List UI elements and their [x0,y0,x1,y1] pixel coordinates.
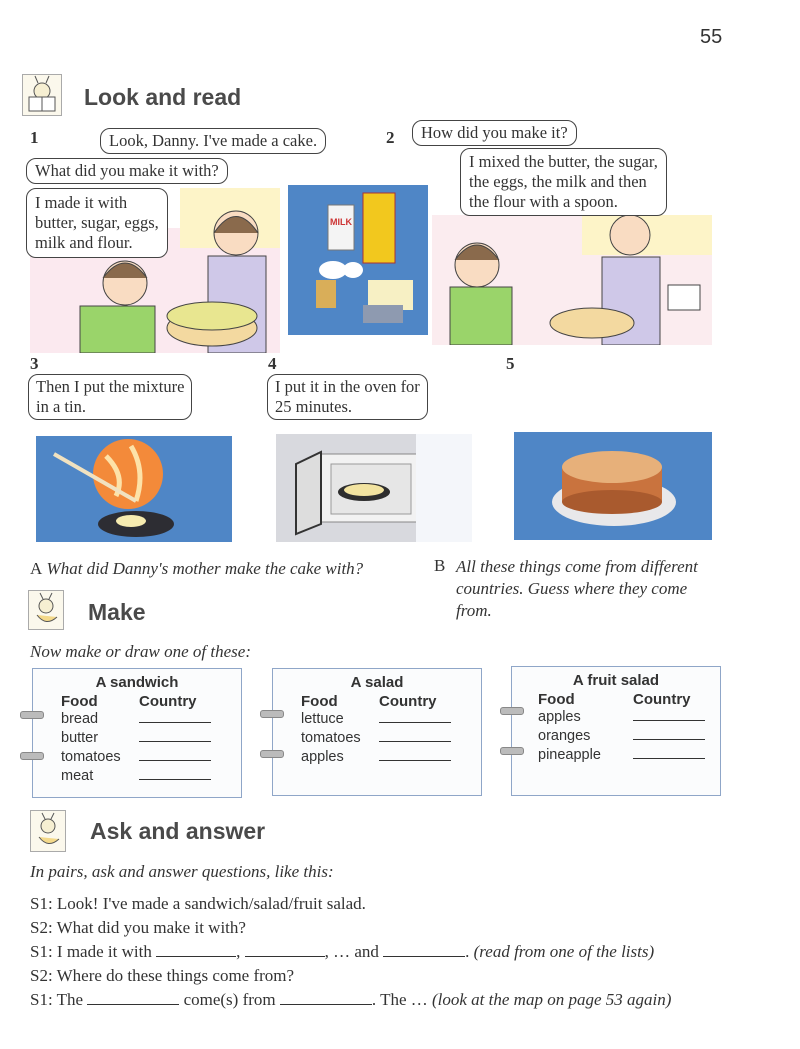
food-row [61,767,241,786]
make-instruction: Now make or draw one of these: [30,642,251,661]
page-number: 55 [700,26,723,48]
question-b-line: countries. Guess where they come [456,579,688,598]
country-blank[interactable] [139,767,211,780]
thinking-mascot-icon [30,810,66,852]
card-title: A salad [350,674,404,691]
cake-photo [514,432,712,540]
food-row [301,729,481,748]
country-blank[interactable] [139,710,211,723]
question-b-line: from. [456,601,492,620]
ingredients-photo [288,185,428,335]
dialogue-note: (look at the map on page 53 again) [432,990,672,1009]
food-row [538,708,720,727]
section-title-make: Make [88,599,146,625]
answer-blank[interactable] [383,956,465,957]
dialogue-note: (read from one of the lists) [473,942,655,961]
food-header: Food [538,691,575,708]
food-row [61,729,241,748]
kitchen-illustration-2 [432,215,712,345]
dialogue-text: S1: I made it with [30,942,152,961]
dialogue-line [30,988,671,1012]
dialogue-text: come(s) from [183,990,276,1009]
panel-number: 3 [30,354,39,373]
food-item: tomatoes [301,730,361,746]
question-b [456,556,698,622]
dialogue-text: , [236,942,241,961]
panel-number: 1 [30,128,39,147]
bubble-line: 25 minutes. [275,397,352,416]
bubble-line: I mixed the butter, the sugar, [469,152,658,171]
food-row [301,710,481,729]
speech-bubble [460,148,667,216]
answer-blank[interactable] [156,956,236,957]
milk-label: MILK [330,217,352,227]
answer-blank[interactable] [280,1004,372,1005]
bubble-line: the flour with a spoon. [469,192,618,211]
bubble-line: I put it in the oven for [275,377,420,396]
recipe-card-fruit-salad [511,666,721,796]
food-header: Food [61,693,98,710]
food-item: apples [301,749,344,765]
speech-bubble: What did you make it with? [26,158,228,184]
waving-mascot-icon [28,590,64,630]
country-blank[interactable] [139,729,211,742]
answer-blank[interactable] [245,956,325,957]
panel-number: 5 [506,354,515,373]
question-b-letter: B [434,556,446,575]
food-item: pineapple [538,747,601,763]
dialogue-line [30,940,654,964]
speech-bubble [26,188,168,258]
food-row [301,748,481,767]
food-row [538,727,720,746]
speech-bubble [267,374,428,420]
bubble-line: the eggs, the milk and then [469,172,647,191]
question-a-letter: A [30,559,43,578]
bubble-line: milk and flour. [35,233,133,252]
food-item: meat [61,768,94,784]
country-blank[interactable] [379,710,451,723]
food-item: lettuce [301,711,344,727]
food-row [61,710,241,729]
oven-photo [276,434,472,542]
food-item: bread [61,711,99,727]
country-blank[interactable] [379,748,451,761]
country-header: Country [139,693,197,710]
bubble-line: Then I put the mixture [36,377,185,396]
section-title-ask-and-answer: Ask and answer [90,818,266,844]
binder-ring-icon [500,707,524,715]
reading-mascot-icon [22,74,62,116]
ask-instruction: In pairs, ask and answer questions, like this: [30,862,334,881]
speech-bubble: How did you make it? [412,120,577,146]
food-row [61,748,241,767]
food-item: tomatoes [61,749,121,765]
recipe-card-salad [272,668,482,796]
country-blank[interactable] [633,708,705,721]
panel-number: 2 [386,128,395,147]
recipe-card-sandwich [32,668,242,798]
food-item: butter [61,730,99,746]
dialogue-text: . [465,942,470,961]
question-b-line: All these things come from different [456,557,698,576]
bubble-line: in a tin. [36,397,86,416]
binder-ring-icon [20,752,44,760]
dialogue-line: S2: What did you make it with? [30,918,246,937]
bubble-line: I made it with [35,193,128,212]
dialogue-line: S1: Look! I've made a sandwich/salad/fruit salad. [30,894,366,913]
food-header: Food [301,693,338,710]
dialogue-text: , … and [324,942,379,961]
dialogue-text: S1: The [30,990,84,1009]
card-title: A fruit salad [572,672,660,689]
mixing-photo [36,436,232,542]
card-title: A sandwich [95,674,179,691]
country-blank[interactable] [379,729,451,742]
answer-blank[interactable] [87,1004,179,1005]
binder-ring-icon [500,747,524,755]
binder-ring-icon [260,750,284,758]
speech-bubble: Look, Danny. I've made a cake. [100,128,326,154]
binder-ring-icon [20,711,44,719]
dialogue-line: S2: Where do these things come from? [30,966,295,985]
food-item: apples [538,709,581,725]
country-blank[interactable] [633,727,705,740]
bubble-line: butter, sugar, eggs, [35,213,159,232]
question-a-text: What did Danny's mother make the cake with? [46,559,364,578]
dialogue-text: . The … [371,990,428,1009]
food-row [538,746,720,765]
section-title-look-and-read: Look and read [84,84,242,110]
country-blank[interactable] [633,746,705,759]
country-header: Country [379,693,437,710]
country-blank[interactable] [139,748,211,761]
panel-number: 4 [268,354,277,373]
question-a [30,559,363,579]
speech-bubble [28,374,192,420]
country-header: Country [633,691,691,708]
binder-ring-icon [260,710,284,718]
food-item: oranges [538,728,591,744]
